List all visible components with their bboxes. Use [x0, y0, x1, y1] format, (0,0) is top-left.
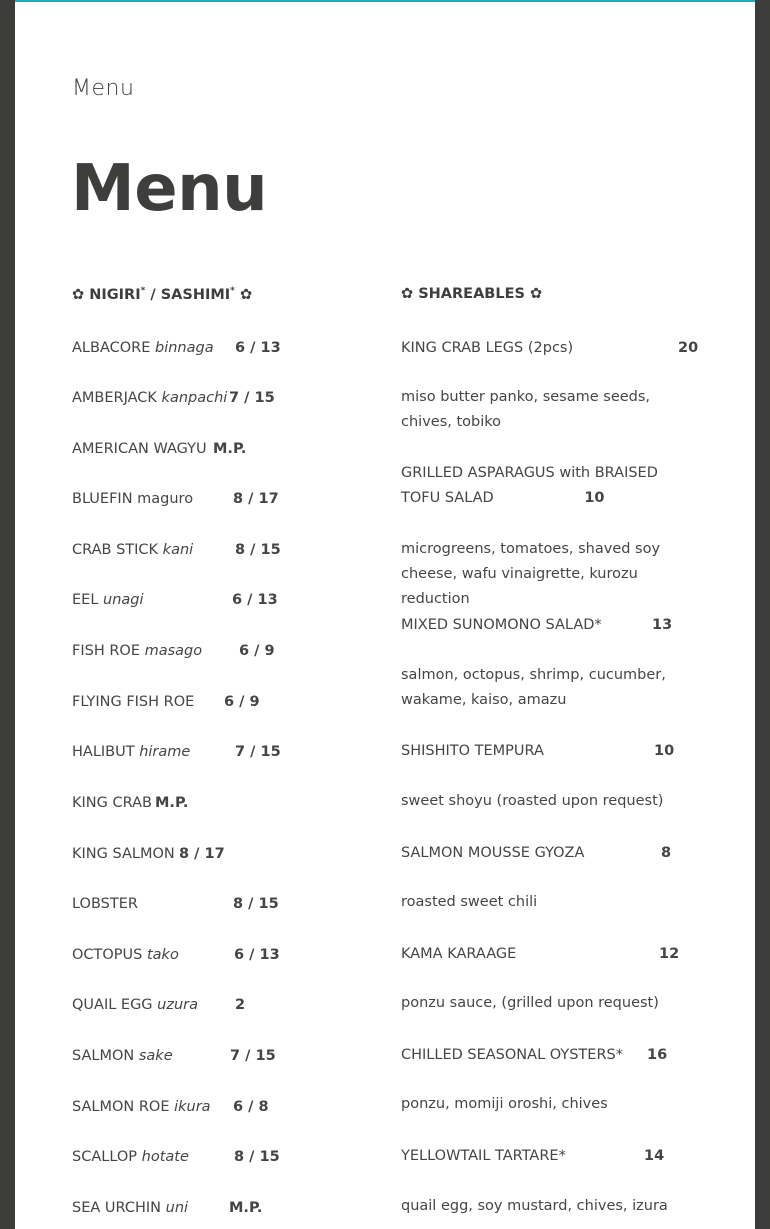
item-name: ALBACORE binnaga: [72, 340, 214, 356]
item-price: 8 / 17: [179, 846, 225, 862]
item-name: AMBERJACK kanpachi: [72, 390, 228, 406]
nigiri-heading-prefix: ✿ NIGIRI: [72, 286, 141, 303]
nigiri-heading-star: *: [140, 286, 146, 296]
item-price: 13: [652, 617, 673, 633]
item-name: GRILLED ASPARAGUS with BRAISED TOFU SALAD: [401, 465, 658, 506]
item-price: 6 / 9: [239, 643, 275, 659]
item-name: AMERICAN WAGYU: [72, 441, 207, 457]
item-name: CHILLED SEASONAL OYSTERS*: [401, 1047, 623, 1063]
item-description: quail egg, soy mustard, chives, izura: [401, 1198, 668, 1214]
item-name: KING SALMON: [72, 846, 175, 862]
item-name: SCALLOP hotate: [72, 1149, 189, 1165]
site-title[interactable]: Menu: [72, 76, 135, 101]
item-name: SALMON MOUSSE GYOZA: [401, 845, 585, 861]
item-description: microgreens, tomatoes, shaved soy cheese, wafu vinaigrette, kurozu reduction: [401, 541, 661, 607]
menu-item: [401, 461, 701, 511]
sashimi-heading-star: *: [230, 286, 235, 296]
nigiri-heading-suffix: ✿: [234, 286, 253, 303]
item-description: salmon, octopus, shrimp, cucumber, wakame, kaiso, amazu: [401, 667, 666, 708]
item-price: 8 / 17: [233, 491, 279, 507]
nigiri-heading: [72, 286, 252, 303]
item-name: LOBSTER: [72, 896, 138, 912]
item-price: 6 / 13: [235, 340, 281, 356]
item-name: SALMON ROE ikura: [72, 1099, 211, 1115]
item-name: FISH ROE masago: [72, 643, 203, 659]
item-price: 7 / 15: [230, 1048, 276, 1064]
item-name: BLUEFIN maguro: [72, 491, 194, 507]
item-name: HALIBUT hirame: [72, 744, 191, 760]
item-description: ponzu sauce, (grilled upon request): [401, 995, 659, 1011]
item-price: 14: [644, 1148, 665, 1164]
item-price: 20: [678, 340, 699, 356]
item-description: roasted sweet chili: [401, 894, 538, 910]
item-price: 16: [647, 1047, 668, 1063]
shareables-heading: ✿ SHAREABLES ✿: [401, 286, 543, 302]
item-price: M.P.: [229, 1200, 263, 1216]
item-price: 7 / 15: [229, 390, 275, 406]
item-description: sweet shoyu (roasted upon request): [401, 793, 664, 809]
item-name: CRAB STICK kani: [72, 542, 194, 558]
item-price: 6 / 13: [234, 947, 280, 963]
item-description: ponzu, momiji oroshi, chives: [401, 1096, 608, 1112]
item-price: 10: [584, 490, 605, 506]
item-price: M.P.: [213, 441, 247, 457]
item-price: 12: [659, 946, 680, 962]
item-name: FLYING FISH ROE: [72, 694, 195, 710]
item-name: OCTOPUS tako: [72, 947, 179, 963]
item-name: MIXED SUNOMONO SALAD*: [401, 617, 602, 633]
item-price: M.P.: [155, 795, 189, 811]
page-title: Menu: [71, 152, 268, 226]
item-description: miso butter panko, sesame seeds, chives, tobiko: [401, 389, 651, 430]
item-price: 8: [661, 845, 672, 861]
item-price: 8 / 15: [235, 542, 281, 558]
item-name: KING CRAB LEGS (2pcs): [401, 340, 574, 356]
item-name: EEL unagi: [72, 592, 144, 608]
item-price: 8 / 15: [234, 1149, 280, 1165]
item-name: SEA URCHIN uni: [72, 1200, 189, 1216]
item-name: KAMA KARAAGE: [401, 946, 517, 962]
item-price: 8 / 15: [233, 896, 279, 912]
item-name: SALMON sake: [72, 1048, 173, 1064]
item-name: KING CRAB: [72, 795, 152, 811]
item-price: 6 / 9: [224, 694, 260, 710]
item-name: YELLOWTAIL TARTARE*: [401, 1148, 566, 1164]
item-price: 2: [235, 997, 246, 1013]
item-name: QUAIL EGG uzura: [72, 997, 198, 1013]
item-price: 7 / 15: [235, 744, 281, 760]
item-name: SHISHITO TEMPURA: [401, 743, 544, 759]
page-container: [15, 0, 755, 1229]
item-price: 10: [654, 743, 675, 759]
nigiri-heading-mid: / SASHIMI: [145, 286, 231, 303]
item-price: 6 / 13: [232, 592, 278, 608]
item-price: 6 / 8: [233, 1099, 269, 1115]
